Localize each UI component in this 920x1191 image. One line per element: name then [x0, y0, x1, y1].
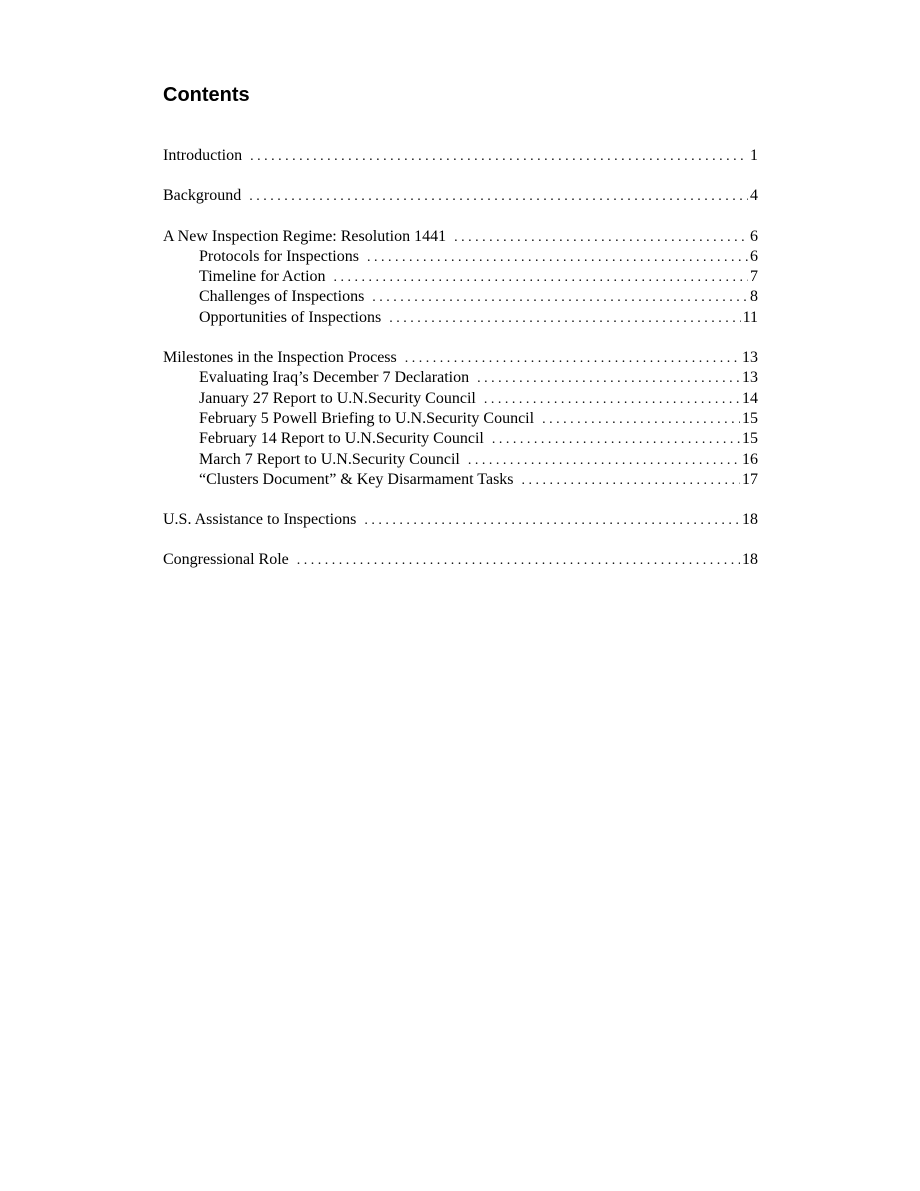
toc-page-number: 4	[750, 187, 758, 205]
toc-subentry-title: March 7 Report to U.N.Security Council	[199, 450, 460, 468]
toc-subentry-title: January 27 Report to U.N.Security Council	[199, 389, 476, 407]
toc-subentry-title: Protocols for Inspections	[199, 247, 359, 265]
toc-page-number: 13	[742, 369, 758, 387]
toc-page-number: 1	[750, 147, 758, 164]
toc-entry[interactable]	[163, 146, 758, 166]
toc-page-number: 11	[742, 308, 758, 326]
toc-section	[163, 348, 758, 490]
toc-leader-dots	[468, 451, 740, 471]
toc-page-number: 6	[750, 227, 758, 245]
toc-leader-dots	[389, 309, 740, 329]
toc-entry-title: U.S. Assistance to Inspections	[163, 511, 357, 529]
toc-subentry[interactable]	[163, 247, 758, 267]
toc-subentry[interactable]	[163, 368, 758, 388]
toc-entry-title: A New Inspection Regime: Resolution 1441	[163, 227, 447, 245]
toc-leader-dots	[492, 430, 740, 450]
toc-page-number: 14	[742, 389, 758, 407]
toc-subentry-title: February 14 Report to U.N.Security Council	[199, 430, 484, 448]
toc-subentry-title: February 5 Powell Briefing to U.N.Security Council	[199, 409, 535, 427]
toc-page-number: 13	[742, 349, 758, 367]
toc-page-number: 17	[742, 470, 758, 488]
toc-page-number: 15	[742, 430, 758, 448]
toc-subentry-title: Evaluating Iraq’s December 7 Declaration	[199, 369, 470, 387]
toc-page-number: 8	[750, 288, 758, 306]
toc-leader-dots	[484, 390, 740, 410]
toc-subentry[interactable]	[163, 267, 758, 287]
toc-page-number: 18	[742, 551, 758, 569]
toc-subentry[interactable]	[163, 287, 758, 307]
toc-leader-dots	[297, 551, 740, 571]
toc-leader-dots	[454, 228, 748, 248]
toc-entry[interactable]	[163, 227, 758, 247]
toc-subentry-title: “Clusters Document” & Key Disarmament Tasks	[199, 470, 514, 488]
toc-subentry[interactable]	[163, 450, 758, 470]
toc-leader-dots	[364, 511, 740, 531]
toc-leader-dots	[250, 147, 748, 167]
toc-subentry[interactable]	[163, 470, 758, 490]
toc-entry[interactable]	[163, 348, 758, 368]
toc-leader-dots	[522, 471, 740, 491]
toc-section	[163, 227, 758, 328]
toc-entry[interactable]	[163, 550, 758, 570]
toc-subentry-title: Timeline for Action	[199, 268, 326, 286]
toc-entry-title: Introduction	[163, 147, 243, 164]
toc-leader-dots	[405, 349, 740, 369]
toc-leader-dots	[334, 268, 748, 288]
toc-section	[163, 510, 758, 530]
toc-section	[163, 550, 758, 570]
toc-page-number: 15	[742, 409, 758, 427]
toc-entry[interactable]	[163, 510, 758, 530]
toc-leader-dots	[249, 187, 748, 207]
toc-section	[163, 146, 758, 166]
table-of-contents	[163, 146, 758, 591]
toc-subentry[interactable]	[163, 389, 758, 409]
toc-entry[interactable]	[163, 186, 758, 206]
toc-page-number: 7	[750, 268, 758, 286]
toc-subentry[interactable]	[163, 429, 758, 449]
toc-leader-dots	[372, 288, 748, 308]
toc-subentry[interactable]	[163, 409, 758, 429]
toc-subentry-title: Opportunities of Inspections	[199, 308, 382, 326]
toc-page-number: 18	[742, 511, 758, 529]
toc-leader-dots	[542, 410, 740, 430]
contents-heading: Contents	[163, 84, 250, 106]
toc-leader-dots	[367, 248, 748, 268]
toc-leader-dots	[477, 369, 740, 389]
toc-page-number: 16	[742, 450, 758, 468]
toc-subentry-title: Challenges of Inspections	[199, 288, 365, 306]
toc-entry-title: Congressional Role	[163, 551, 289, 569]
toc-entry-title: Background	[163, 187, 242, 205]
toc-page-number: 6	[750, 247, 758, 265]
toc-section	[163, 186, 758, 206]
toc-subentry[interactable]	[163, 308, 758, 328]
toc-entry-title: Milestones in the Inspection Process	[163, 349, 397, 367]
